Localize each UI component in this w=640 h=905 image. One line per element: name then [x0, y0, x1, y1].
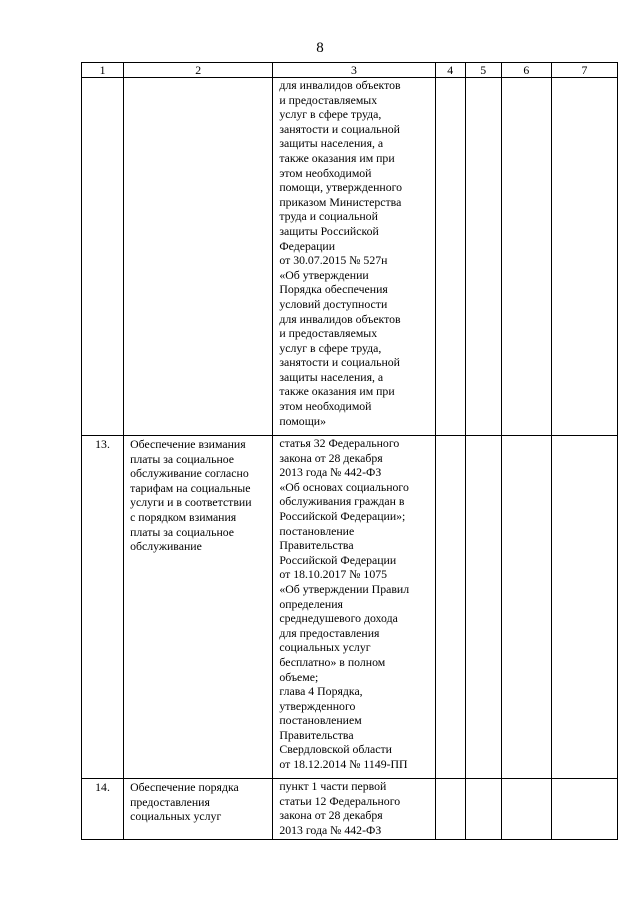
column-header-5: 5 [465, 63, 501, 78]
column-header-2: 2 [124, 63, 273, 78]
table-row [82, 436, 618, 779]
row-number [82, 78, 124, 436]
column-header-7: 7 [551, 63, 617, 78]
empty-cell [551, 436, 617, 779]
column-header-4: 4 [435, 63, 465, 78]
requirements-table [81, 62, 618, 840]
requirement-cell: Обеспечение взимания платы за социальное обслуживание согласно тарифам на социальные услуги и в соответствии с порядком взимания платы за социальное обслуживание [124, 436, 273, 779]
legal-basis-cell: статья 32 Федерального закона от 28 декабря 2013 года № 442-ФЗ «Об основах социального обслуживания граждан в Российской Федерации»; постановление Правительства Российской Федерации от 18.10.2017 № 1075 «Об утверждении Правил определения среднедушевого дохода для предоставления социальных услуг бесплатно» в полном объеме; глава 4 Порядка, утвержденного постановлением Правительства Свердловской области от 18.12.2014 № 1149-ПП [273, 436, 435, 779]
table-row [82, 779, 618, 840]
empty-cell [501, 78, 551, 436]
empty-cell [551, 779, 617, 840]
table-row [82, 78, 618, 436]
empty-cell [465, 78, 501, 436]
row-number: 13. [82, 436, 124, 779]
column-header-3: 3 [273, 63, 435, 78]
empty-cell [501, 779, 551, 840]
column-header-6: 6 [501, 63, 551, 78]
empty-cell [435, 78, 465, 436]
empty-cell [465, 779, 501, 840]
empty-cell [465, 436, 501, 779]
row-number: 14. [82, 779, 124, 840]
empty-cell [501, 436, 551, 779]
empty-cell [551, 78, 617, 436]
header-row [82, 63, 618, 78]
requirement-cell [124, 78, 273, 436]
legal-basis-cell: пункт 1 части первой статьи 12 Федерального закона от 28 декабря 2013 года № 442-ФЗ [273, 779, 435, 840]
page-number: 8 [316, 40, 324, 56]
column-header-1: 1 [82, 63, 124, 78]
requirement-cell: Обеспечение порядка предоставления социальных услуг [124, 779, 273, 840]
empty-cell [435, 436, 465, 779]
legal-basis-cell: для инвалидов объектов и предоставляемых услуг в сфере труда, занятости и социальной защиты населения, а также оказания им при этом необходимой помощи, утвержденного приказом Министерства труда и социальной защиты Российской Федерации от 30.07.2015 № 527н «Об утверждении Порядка обеспечения условий доступности для инвалидов объектов и предоставляемых услуг в сфере труда, занятости и социальной защиты населения, а также оказания им при этом необходимой помощи» [273, 78, 435, 436]
empty-cell [435, 779, 465, 840]
